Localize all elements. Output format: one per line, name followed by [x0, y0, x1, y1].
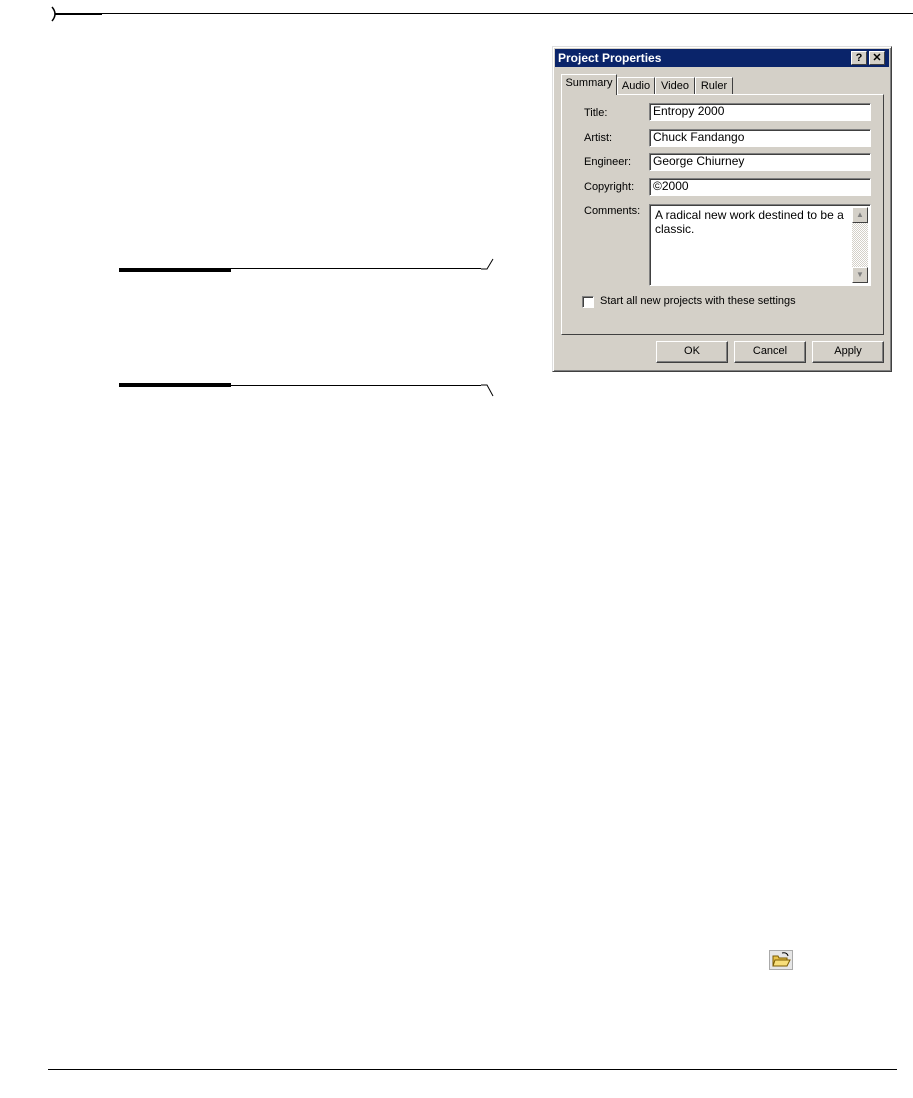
- start-all-projects-label: Start all new projects with these settings: [600, 295, 796, 307]
- copyright-label: Copyright:: [584, 181, 635, 193]
- footer-rule: [48, 1069, 897, 1070]
- tab-video[interactable]: Video: [655, 77, 695, 95]
- title-label: Title:: [584, 107, 608, 119]
- section-separator: [119, 380, 495, 398]
- cancel-button[interactable]: Cancel: [734, 341, 806, 363]
- summary-panel: [561, 94, 884, 335]
- artist-field[interactable]: Chuck Fandango: [649, 129, 871, 147]
- artist-label: Artist:: [584, 132, 613, 144]
- dialog-title: Project Properties: [558, 51, 662, 65]
- comments-scrollbar[interactable]: [852, 207, 868, 283]
- engineer-label: Engineer:: [584, 156, 632, 168]
- help-button[interactable]: [851, 51, 867, 65]
- start-all-projects-checkbox[interactable]: [582, 296, 594, 308]
- section-separator: [119, 258, 495, 272]
- apply-button[interactable]: Apply: [812, 341, 884, 363]
- scroll-up-button[interactable]: ▲: [852, 207, 868, 223]
- dialog-titlebar: [555, 49, 889, 67]
- project-properties-dialog: [552, 46, 892, 372]
- tab-audio[interactable]: Audio: [617, 77, 655, 95]
- header-rule-cap: [50, 6, 102, 22]
- ok-button[interactable]: OK: [656, 341, 728, 363]
- close-icon: ✕: [872, 52, 882, 64]
- header-rule: [100, 13, 913, 14]
- tab-ruler[interactable]: Ruler: [695, 77, 733, 95]
- help-icon: ?: [855, 52, 863, 64]
- title-field[interactable]: Entropy 2000: [649, 103, 871, 121]
- open-folder-icon[interactable]: [769, 950, 793, 970]
- comments-label: Comments:: [584, 205, 641, 217]
- comments-field[interactable]: [649, 204, 871, 286]
- scroll-down-button[interactable]: ▼: [852, 267, 868, 283]
- close-button[interactable]: [869, 51, 885, 65]
- tab-summary[interactable]: Summary: [561, 74, 617, 95]
- copyright-field[interactable]: ©2000: [649, 178, 871, 196]
- engineer-field[interactable]: George Chiurney: [649, 153, 871, 171]
- comments-text: A radical new work destined to be a classic.: [655, 208, 844, 236]
